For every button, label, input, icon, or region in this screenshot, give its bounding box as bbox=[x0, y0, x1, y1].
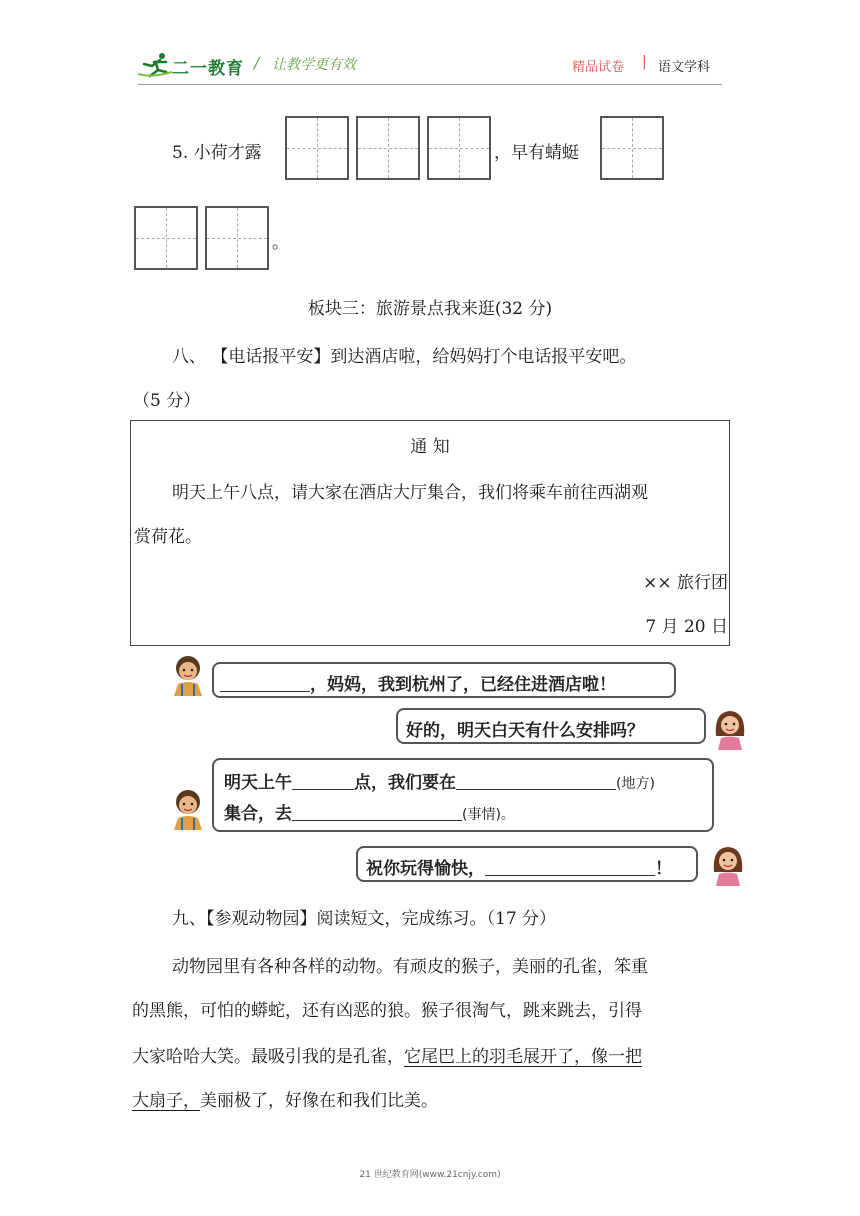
boy-avatar-icon bbox=[168, 786, 208, 830]
chat-text-4a: 祝你玩得愉快， bbox=[366, 859, 485, 879]
passage-underlined-end: 大扇子， bbox=[132, 1091, 200, 1111]
answer-blank-activity[interactable] bbox=[292, 802, 462, 821]
slogan-divider: / bbox=[254, 54, 260, 72]
passage-line4 bbox=[132, 1086, 438, 1111]
section-title: 板块三：旅游景点我来逛(32 分) bbox=[307, 299, 553, 319]
passage-line3-plain: 大家哈哈大笑。最吸引我的是孔雀， bbox=[132, 1047, 404, 1067]
runner-logo-icon bbox=[138, 52, 174, 78]
boy-avatar-icon bbox=[168, 652, 208, 696]
notice-signer: ×× 旅行团 bbox=[643, 573, 728, 593]
chat-bubble-mom-2 bbox=[356, 846, 698, 882]
chat-bubble-child-2 bbox=[212, 758, 714, 832]
hint-activity: (事情)。 bbox=[462, 807, 515, 823]
passage-line3 bbox=[132, 1042, 642, 1067]
notice-body-line1: 明天上午八点，请大家在酒店大厅集合，我们将乘车前往西湖观 bbox=[172, 483, 648, 503]
q5-middle: ，早有蜻蜓 bbox=[494, 143, 579, 163]
answer-box[interactable] bbox=[427, 116, 491, 180]
answer-blank-place[interactable] bbox=[456, 771, 616, 790]
q8-title: 八、 【电话报平安】到达酒店啦，给妈妈打个电话报平安吧。 bbox=[172, 347, 637, 367]
girl-avatar-icon bbox=[708, 842, 748, 886]
chat-text-4b: ！ bbox=[655, 859, 672, 879]
girl-avatar-icon bbox=[710, 706, 750, 750]
slogan: 让教学更有效 bbox=[272, 57, 356, 73]
hint-place: (地方) bbox=[616, 776, 655, 792]
passage-line2: 的黑熊，可怕的蟒蛇，还有凶恶的狼。猴子很淘气，跳来跳去，引得 bbox=[132, 1001, 642, 1021]
passage-line1: 动物园里有各种各样的动物。有顽皮的猴子，美丽的孔雀，笨重 bbox=[172, 957, 648, 977]
passage-underlined-sentence: 它尾巴上的羽毛展开了，像一把 bbox=[404, 1047, 642, 1067]
tag-quality-paper: 精品试卷 bbox=[572, 60, 625, 75]
chat-text-2: 好的，明天白天有什么安排吗？ bbox=[406, 721, 644, 741]
header-rule bbox=[138, 84, 722, 85]
notice-date: 7 月 20 日 bbox=[645, 617, 728, 637]
answer-box[interactable] bbox=[134, 206, 198, 270]
passage-line4-plain: 美丽极了，好像在和我们比美。 bbox=[200, 1091, 438, 1111]
header-separator: | bbox=[642, 54, 647, 70]
chat-text-1: ，妈妈，我到杭州了，已经住进酒店啦！ bbox=[310, 675, 616, 695]
answer-box[interactable] bbox=[356, 116, 420, 180]
chat-text-3a: 明天上午 bbox=[224, 773, 292, 793]
notice-title: 通 知 bbox=[410, 437, 450, 457]
answer-blank-greeting[interactable] bbox=[220, 673, 310, 692]
chat-text-3d: 集合，去 bbox=[224, 804, 292, 824]
q5-prefix: 5. 小荷才露 bbox=[172, 143, 262, 163]
notice-body-line2: 赏荷花。 bbox=[134, 527, 202, 547]
answer-box[interactable] bbox=[285, 116, 349, 180]
chat-text-3b: 点，我们要在 bbox=[354, 773, 456, 793]
q9-title: 九、【参观动物园】阅读短文，完成练习。（17 分） bbox=[172, 909, 557, 929]
page-footer: 21 世纪教育网(www.21cnjy.com) bbox=[359, 1170, 501, 1180]
q8-score: （5 分） bbox=[133, 391, 201, 411]
answer-box[interactable] bbox=[600, 116, 664, 180]
q5-end: 。 bbox=[272, 233, 289, 253]
tag-subject: 语文学科 bbox=[658, 60, 711, 75]
answer-blank-time[interactable] bbox=[292, 771, 354, 790]
answer-box[interactable] bbox=[205, 206, 269, 270]
answer-blank-wish[interactable] bbox=[485, 857, 655, 876]
chat-bubble-child-1 bbox=[212, 662, 676, 698]
chat-bubble-mom-1 bbox=[396, 708, 706, 744]
logo-text: 二一教育 bbox=[172, 59, 244, 79]
